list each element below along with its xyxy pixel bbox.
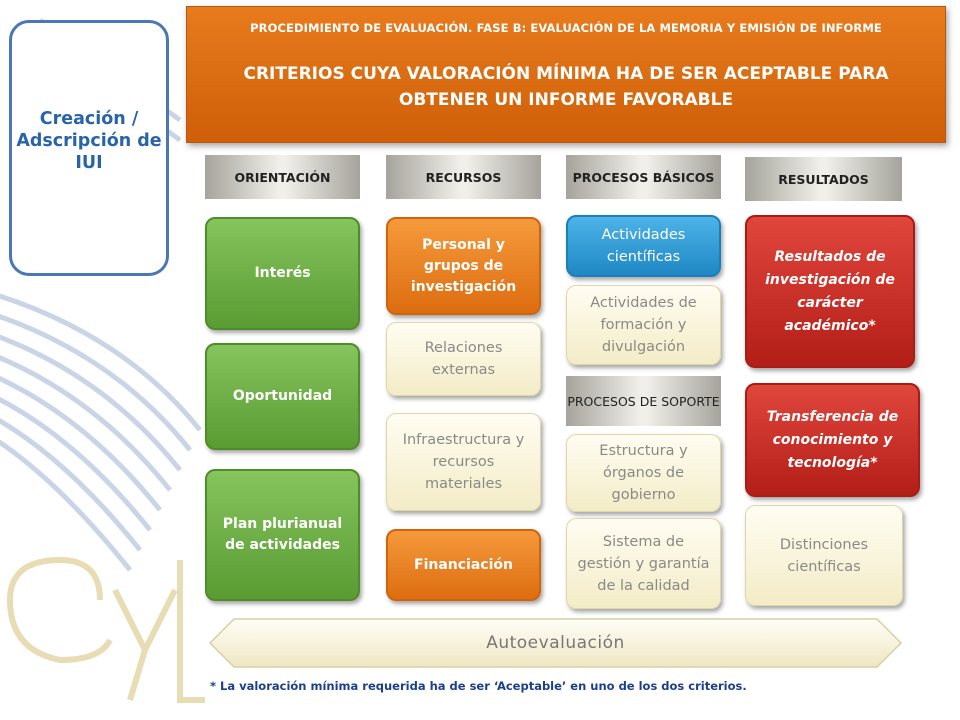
criterion-actividades-cientificas: Actividades científicas — [566, 215, 721, 277]
banner-subtitle: PROCEDIMIENTO DE EVALUACIÓN. FASE B: EVALUACIÓN DE LA MEMORIA Y EMISIÓN DE INFORME — [250, 21, 882, 35]
criterion-relaciones-externas: Relaciones externas — [386, 322, 541, 396]
column-header-orientacion: ORIENTACIÓN — [205, 155, 360, 199]
criterion-actividades-formacion: Actividades de formación y divulgación — [566, 285, 721, 365]
header-banner — [186, 6, 946, 143]
header-procesos-soporte: PROCESOS DE SOPORTE — [566, 376, 721, 426]
criterion-oportunidad: Oportunidad — [205, 343, 360, 450]
criterion-financiacion: Financiación — [386, 529, 541, 601]
column-header-resultados: RESULTADOS — [745, 157, 902, 201]
criterion-infraestructura: Infraestructura y recursos materiales — [386, 413, 541, 511]
criterion-distinciones: Distinciones científicas — [745, 505, 903, 606]
criterion-plan-plurianual: Plan plurianual de actividades — [205, 469, 360, 601]
side-title: Creación / Adscripción de IUI — [9, 20, 169, 276]
criterion-personal: Personal y grupos de investigación — [386, 217, 541, 315]
criterion-estructura-organos: Estructura y órganos de gobierno — [566, 434, 721, 512]
autoevaluacion-label: Autoevaluación — [486, 633, 625, 653]
criterion-sistema-gestion: Sistema de gestión y garantía de la calidad — [566, 518, 721, 609]
banner-title: CRITERIOS CUYA VALORACIÓN MÍNIMA HA DE SER ACEPTABLE PARA OBTENER UN INFORME FAVORABLE — [243, 64, 889, 110]
criterion-interes: Interés — [205, 217, 360, 330]
column-header-procesos-basicos: PROCESOS BÁSICOS — [566, 155, 721, 199]
criterion-transferencia: Transferencia de conocimiento y tecnología* — [745, 383, 920, 497]
autoevaluacion-arrow — [208, 617, 903, 669]
column-header-recursos: RECURSOS — [386, 155, 541, 199]
criterion-resultados-academicos: Resultados de investigación de carácter académico* — [745, 215, 915, 368]
footnote: * La valoración mínima requerida ha de ser ‘Aceptable’ en uno de los dos criterios. — [210, 679, 747, 693]
